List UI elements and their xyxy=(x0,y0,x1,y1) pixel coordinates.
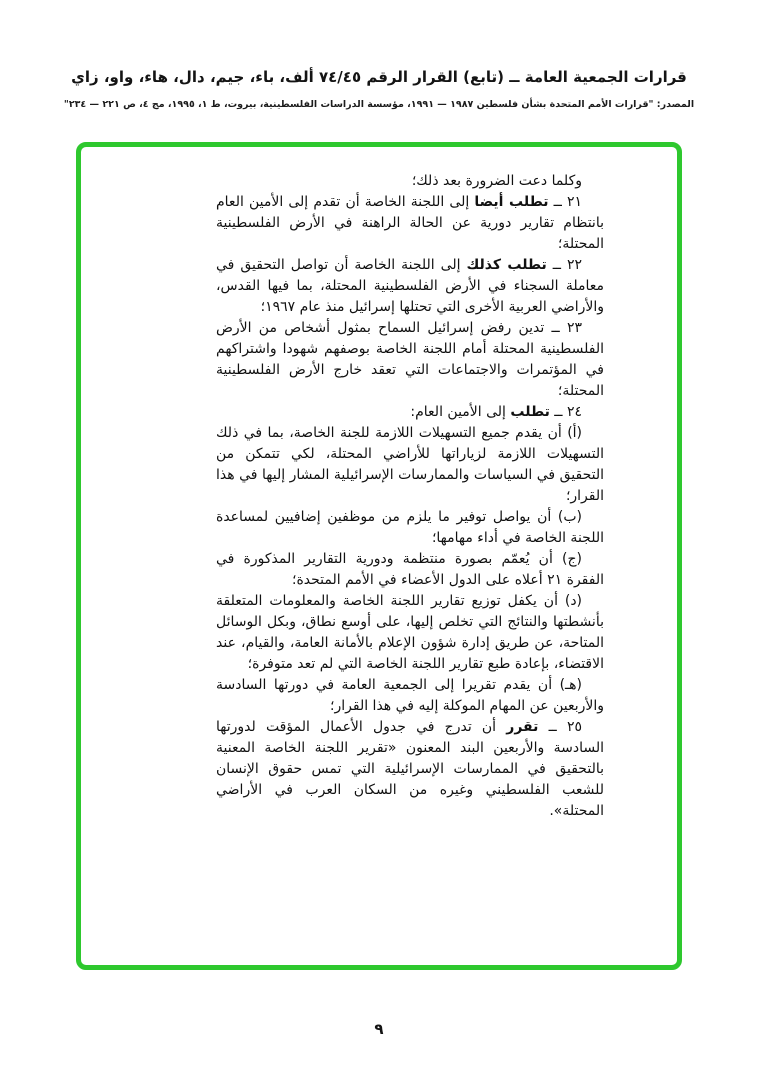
paragraph-prefix: ٢٤ ــ xyxy=(549,404,582,420)
body-paragraph xyxy=(216,507,604,549)
paragraph-prefix: (هـ) xyxy=(552,677,582,693)
paragraph-prefix: ٢١ ــ xyxy=(548,194,582,210)
content-box xyxy=(76,142,682,970)
paragraph-text: أن يقدم جميع التسهيلات اللازمة للجنة الخاصة، بما في ذلك التسهيلات اللازمة لزياراتها للأراضي المحتلة، لكي تتمكن من التحقيق في السياسات والممارسات الإسرائيلية المشار إليها في هذا القرار؛ xyxy=(216,425,604,504)
paragraph-prefix: (ب) xyxy=(551,509,582,525)
body-text xyxy=(81,147,677,822)
paragraph-text: إلى اللجنة الخاصة أن تقدم إلى الأمين العام بانتظام تقارير دورية عن الحالة الراهنة في الأرض الفلسطينية المحتلة؛ xyxy=(216,194,604,252)
paragraph-text: أن يُعمّم بصورة منتظمة ودورية التقارير المذكورة في الفقرة ٢١ أعلاه على الدول الأعضاء في الأمم المتحدة؛ xyxy=(216,551,604,588)
body-paragraph xyxy=(216,423,604,507)
body-paragraph xyxy=(216,717,604,822)
paragraph-text: تدين رفض إسرائيل السماح بمثول أشخاص من الأرض الفلسطينية المحتلة أمام اللجنة الخاصة بوصفهم شهودا واشتراكهم في المؤتمرات والاجتماعات التي تعقد خارج الأرض الفلسطينية المحتلة؛ xyxy=(216,320,604,399)
paragraph-prefix: ٢٢ ــ xyxy=(546,257,583,273)
paragraph-text: أن يقدم تقريرا إلى الجمعية العامة في دورتها السادسة والأربعين عن المهام الموكلة إليه في هذا القرار؛ xyxy=(216,677,604,714)
body-paragraph xyxy=(216,675,604,717)
body-paragraph xyxy=(216,171,604,192)
paragraph-prefix: (أ) xyxy=(561,425,583,441)
body-paragraph xyxy=(216,591,604,675)
paragraph-text: أن يكفل توزيع تقارير اللجنة الخاصة والمعلومات المتعلقة بأنشطتها والنتائج التي تخلص إليها، على أوسع نطاق، وبكل الوسائل المتاحة، عن طريق إدارة شؤون الإعلام بالأمانة العامة، والقيام، عند الاقتضاء، بإعادة طبع تقارير اللجنة الخاصة التي لم تعد متوفرة؛ xyxy=(216,593,604,672)
paragraph-text: أن تدرج في جدول الأعمال المؤقت لدورتها السادسة والأربعين البند المعنون «تقرير اللجنة الخاصة المعنية بالتحقيق في الممارسات الإسرائيلية التي تمس حقوق الإنسان للشعب الفلسطيني وغيره من السكان العرب في الأراضي المحتلة». xyxy=(216,719,604,819)
body-paragraph xyxy=(216,318,604,402)
body-paragraph xyxy=(216,402,604,423)
page-number: ٩ xyxy=(374,1020,384,1038)
paragraph-text: وكلما دعت الضرورة بعد ذلك؛ xyxy=(411,173,582,189)
source-line: المصدر: "قرارات الأمم المتحدة بشأن فلسطين ١٩٨٧ — ١٩٩١، مؤسسة الدراسات الفلسطينية، بيروت، ط ١، ١٩٩٥، مج ٤، ص ٢٢١ — ٢٣٤" xyxy=(63,99,695,110)
body-paragraph xyxy=(216,255,604,318)
body-paragraph xyxy=(216,549,604,591)
paragraph-prefix: ٢٣ ــ xyxy=(544,320,582,336)
paragraph-keyword: تطلب كذلك xyxy=(466,257,547,273)
page-header-title: قرارات الجمعية العامة ــ (تابع) القرار الرقم ٧٤/٤٥ ألف، باء، جيم، دال، هاء، واو، زاي xyxy=(71,68,687,86)
paragraph-keyword: تقرر xyxy=(506,719,539,735)
paragraph-prefix: (ج) xyxy=(552,551,582,567)
paragraph-text: إلى اللجنة الخاصة أن تواصل التحقيق في معاملة السجناء في الأرض الفلسطينية المحتلة، بما فيها القدس، والأراضي العربية الأخرى التي تحتلها إسرائيل منذ عام ١٩٦٧؛ xyxy=(216,257,604,315)
paragraph-text: إلى الأمين العام: xyxy=(410,404,511,420)
body-paragraph xyxy=(216,192,604,255)
paragraph-keyword: تطلب xyxy=(510,404,550,420)
paragraph-prefix: ٢٥ ــ xyxy=(538,719,583,735)
paragraph-prefix: (د) xyxy=(557,593,583,609)
paragraph-text: أن يواصل توفير ما يلزم من موظفين إضافيين لمساعدة اللجنة الخاصة في أداء مهامها؛ xyxy=(216,509,604,546)
paragraph-keyword: تطلب أيضا xyxy=(474,194,549,210)
